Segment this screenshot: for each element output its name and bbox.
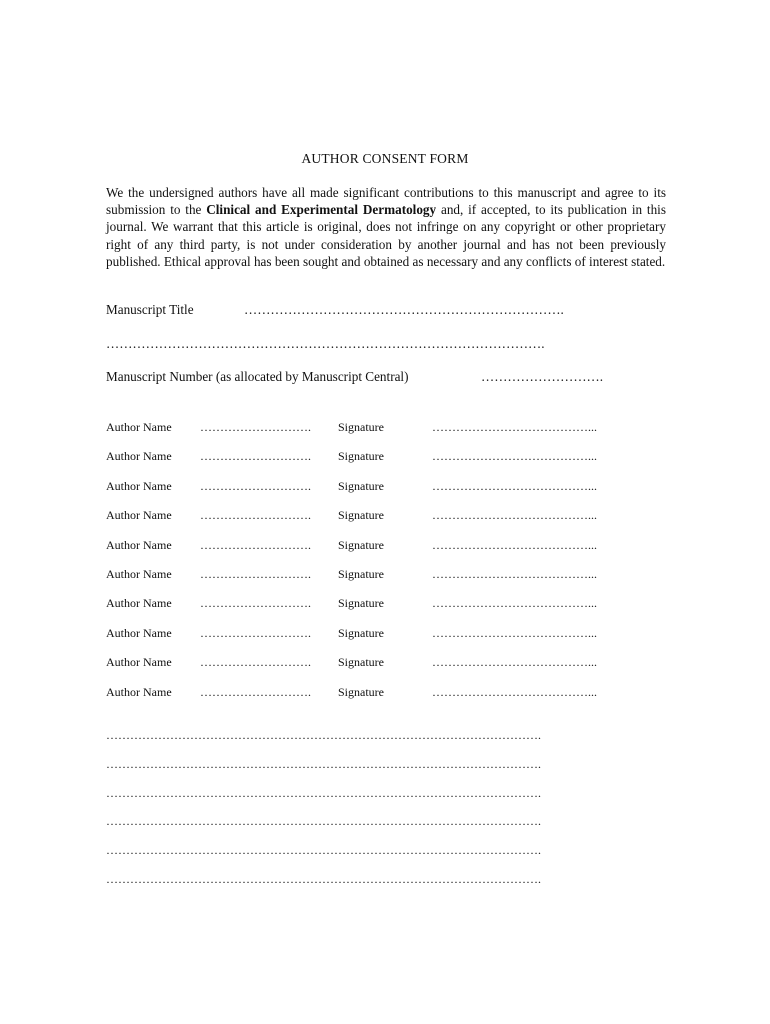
author-row <box>106 685 646 703</box>
blank-dotted-line[interactable]: ………………………………………………………………………………………………. <box>106 872 541 886</box>
author-row <box>106 655 646 673</box>
author-name-field[interactable]: ………………………. <box>200 508 311 523</box>
form-title: AUTHOR CONSENT FORM <box>301 151 469 166</box>
blank-dotted-line[interactable]: ………………………………………………………………………………………………. <box>106 814 541 829</box>
author-name-field[interactable]: ………………………. <box>200 567 311 581</box>
author-name-label: Author Name <box>106 567 172 581</box>
author-row <box>106 567 646 585</box>
signature-label: Signature <box>338 508 384 523</box>
signature-field[interactable]: …………………………………... <box>432 420 597 434</box>
author-name-label: Author Name <box>106 537 172 552</box>
author-row <box>106 538 646 556</box>
signature-label: Signature <box>338 625 384 640</box>
signature-field[interactable]: …………………………………... <box>432 449 597 464</box>
signature-label: Signature <box>338 684 384 699</box>
author-name-field[interactable]: ………………………. <box>200 625 311 640</box>
blank-dotted-line[interactable]: ………………………………………………………………………………………………. <box>106 843 541 858</box>
manuscript-title-label: Manuscript Title <box>106 302 194 317</box>
author-row <box>106 626 646 644</box>
signature-field[interactable]: …………………………………... <box>432 625 597 640</box>
author-name-label: Author Name <box>106 508 172 523</box>
signature-label: Signature <box>338 655 384 670</box>
blank-dotted-line[interactable]: ………………………………………………………………………………………………. <box>106 728 541 742</box>
manuscript-number-field[interactable]: ………………………. <box>481 369 603 384</box>
signature-label: Signature <box>338 478 384 493</box>
signature-field[interactable]: …………………………………... <box>432 684 597 699</box>
manuscript-number-label: Manuscript Number (as allocated by Manuscript Central) <box>106 369 409 384</box>
signature-label: Signature <box>338 567 384 581</box>
author-name-label: Author Name <box>106 420 172 434</box>
author-name-field[interactable]: ………………………. <box>200 537 311 552</box>
author-row <box>106 596 646 614</box>
author-name-field[interactable]: ………………………. <box>200 478 311 493</box>
author-row <box>106 508 646 526</box>
author-row <box>106 449 646 467</box>
author-name-field[interactable]: ………………………. <box>200 655 311 670</box>
consent-text-part2: and, if accepted, to its publication in this journal. We warrant that this article is original, does not infringe on any copyright or other proprietary right of any third party, is not under consideration by another journal and has not been previously published. Ethical approval has been sought and obtained as necessary and any conflicts of interest stated. <box>106 202 666 269</box>
signature-field[interactable]: …………………………………... <box>432 655 597 670</box>
author-row <box>106 479 646 497</box>
signature-field[interactable]: …………………………………... <box>432 567 597 581</box>
signature-field[interactable]: …………………………………... <box>432 508 597 523</box>
signature-label: Signature <box>338 596 384 611</box>
author-name-field[interactable]: ………………………. <box>200 449 311 464</box>
author-name-field[interactable]: ………………………. <box>200 684 311 699</box>
signature-field[interactable]: …………………………………... <box>432 596 597 611</box>
signature-field[interactable]: …………………………………... <box>432 478 597 493</box>
consent-statement <box>106 184 666 270</box>
blank-dotted-line[interactable]: ………………………………………………………………………………………………. <box>106 756 541 771</box>
author-name-field[interactable]: ………………………. <box>200 420 311 434</box>
author-name-label: Author Name <box>106 596 172 611</box>
author-name-field[interactable]: ………………………. <box>200 596 311 611</box>
author-name-label: Author Name <box>106 625 172 640</box>
manuscript-title-field[interactable]: ………………………………………………………………. <box>244 302 564 317</box>
manuscript-title-field-line2[interactable]: ………………………………………………………………………………………. <box>106 336 545 351</box>
author-name-label: Author Name <box>106 449 172 464</box>
signature-label: Signature <box>338 420 384 434</box>
signature-label: Signature <box>338 449 384 464</box>
signature-label: Signature <box>338 537 384 552</box>
blank-dotted-line[interactable]: ………………………………………………………………………………………………. <box>106 785 541 800</box>
author-name-label: Author Name <box>106 478 172 493</box>
author-row <box>106 420 646 438</box>
signature-field[interactable]: …………………………………... <box>432 537 597 552</box>
consent-text-part1: We the undersigned authors have all made significant contributions to this manuscript and agree to its submission to the <box>106 185 666 218</box>
author-name-label: Author Name <box>106 684 172 699</box>
author-name-label: Author Name <box>106 655 172 670</box>
journal-name: Clinical and Experimental Dermatology <box>206 202 437 218</box>
